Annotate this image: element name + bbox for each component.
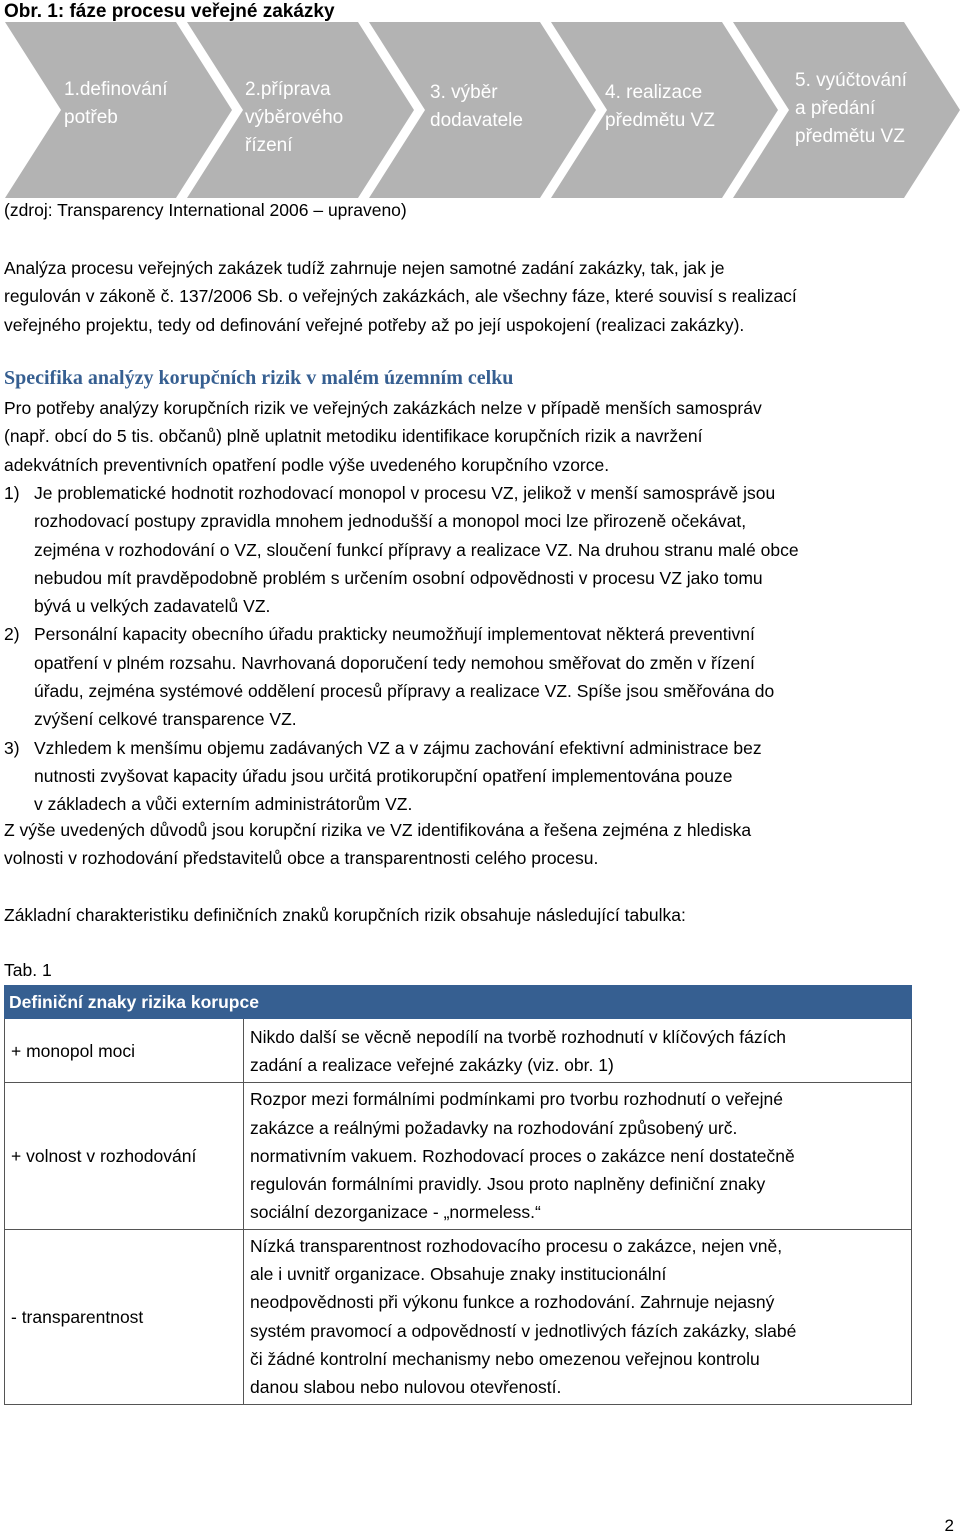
process-chevron-diagram: [0, 22, 960, 198]
chevron-1-line-1: 1.definování: [64, 79, 168, 100]
text-line: normativním vakuem. Rozhodovací proces o zakázce není dostatečně: [250, 1145, 795, 1166]
text-line: ale i uvnitř organizace. Obsahuje znaky institucionální: [250, 1264, 667, 1285]
text-line: zvýšení celkové transparence VZ.: [34, 709, 297, 730]
table-key-cell: + volnost v rozhodování: [5, 1083, 244, 1229]
table-value-cell: [244, 1229, 912, 1404]
text-line: Nikdo další se věcně nepodílí na tvorbě rozhodnutí v klíčových fázích: [250, 1026, 786, 1047]
table-row: [5, 1229, 912, 1404]
list-item: [4, 620, 956, 733]
table-header-row: [5, 986, 912, 1019]
text-line: zejména v rozhodování o VZ, sloučení funkcí přípravy a realizace VZ. Na druhou stranu malé obce: [34, 539, 799, 560]
chevron-5-line-3: předmětu VZ: [795, 126, 905, 147]
list-item-number: 3): [4, 737, 20, 758]
table-label: Tab. 1: [4, 960, 52, 980]
text-line: zadání a realizace veřejné zakázky (viz. obr. 1): [250, 1054, 614, 1075]
text-line: v základech a vůči externím administrátorům VZ.: [34, 794, 413, 815]
text-line: úřadu, zejména systémové oddělení procesů přípravy a realizace VZ. Spíše jsou směřována do: [34, 681, 775, 702]
chevron-2-line-3: řízení: [245, 135, 293, 156]
text-line: danou slabou nebo nulovou otevřeností.: [250, 1377, 562, 1398]
text-line: adekvátních preventivních opatření podle výše uvedeného korupčního vzorce.: [4, 454, 610, 475]
conclusion-paragraph: [4, 816, 954, 873]
table-header: Definiční znaky rizika korupce: [5, 986, 912, 1019]
risk-table: [4, 985, 912, 1405]
text-line: zakázce a reálnými požadavky na rozhodování způsobený urč.: [250, 1117, 738, 1138]
text-line: volnosti v rozhodování představitelů obce a transparentnosti celého procesu.: [4, 848, 599, 869]
text-line: opatření v plném rozsahu. Navrhovaná doporučení tedy nemohou směřovat do změn v řízení: [34, 652, 755, 673]
table-intro: [4, 901, 954, 929]
table-row: [5, 1083, 912, 1229]
table-row: [5, 1019, 912, 1083]
page-number: 2: [944, 1516, 954, 1535]
chevron-2-line-1: 2.příprava: [245, 79, 331, 100]
chevron-5-line-2: a předání: [795, 98, 876, 119]
text-line: veřejného projektu, tedy od definování veřejné potřeby až po její uspokojení (realizaci zakázky).: [4, 314, 745, 335]
text-line: nutnosti zvyšovat kapacity úřadu jsou určitá protikorupční opatření implementována pouze: [34, 765, 733, 786]
chevron-1-line-2: potřeb: [64, 107, 118, 128]
text-line: Nízká transparentnost rozhodovacího procesu o zakázce, nejen vně,: [250, 1235, 783, 1256]
figure-source: (zdroj: Transparency International 2006 – upraveno): [4, 200, 407, 220]
text-line: neodpovědnosti při výkonu funkce a rozhodování. Zahrnuje nejasný: [250, 1292, 775, 1313]
text-line: regulován v zákoně č. 137/2006 Sb. o veřejných zakázkách, ale všechny fáze, které souvisí s realizací: [4, 286, 797, 307]
text-line: systém pravomocí a odpovědností v jednotlivých fázích zakázky, slabé: [250, 1320, 797, 1341]
figure-title: Obr. 1: fáze procesu veřejné zakázky: [4, 1, 335, 22]
section-heading: Specifika analýzy korupčních rizik v malém územním celku: [4, 367, 514, 389]
table-key-cell: + monopol moci: [5, 1019, 244, 1083]
text-line: Základní charakteristiku definičních znaků korupčních rizik obsahuje následující tabulka:: [4, 905, 686, 925]
list-item-number: 1): [4, 483, 20, 503]
table-key-cell: - transparentnost: [5, 1229, 244, 1404]
list-item: [4, 479, 956, 620]
text-line: sociální dezorganizace - „normeless.“: [250, 1202, 541, 1223]
text-line: Pro potřeby analýzy korupčních rizik ve veřejných zakázkách nelze v případě menších samospráv: [4, 398, 762, 418]
intro-paragraph: [4, 254, 954, 339]
numbered-list: [4, 479, 956, 819]
list-item-number: 2): [4, 624, 20, 645]
text-line: Vzhledem k menšímu objemu zadávaných VZ a v zájmu zachování efektivní administrace bez: [34, 737, 762, 758]
text-line: bývá u velkých zadavatelů VZ.: [34, 596, 271, 617]
list-item: [4, 734, 956, 819]
table-value-cell: [244, 1083, 912, 1229]
text-line: Je problematické hodnotit rozhodovací monopol v procesu VZ, jelikož v menší samosprávě jsou: [34, 483, 776, 503]
chevron-3-line-1: 3. výběr: [430, 82, 498, 103]
chevron-step-1: [5, 22, 232, 198]
chevron-2-line-2: výběrového: [245, 107, 344, 128]
text-line: Rozpor mezi formálními podmínkami pro tvorbu rozhodnutí o veřejné: [250, 1089, 784, 1110]
text-line: regulován formálními pravidly. Jsou proto naplněny definiční znaky: [250, 1174, 766, 1195]
chevron-5-line-1: 5. vyúčtování: [795, 70, 907, 91]
text-line: Personální kapacity obecního úřadu prakticky neumožňují implementovat některá preventivní: [34, 624, 755, 645]
text-line: nebudou mít pravděpodobně problém s určením osobní odpovědnosti v procesu VZ jako tomu: [34, 567, 763, 588]
text-line: rozhodovací postupy zpravidla mnohem jednodušší a monopol moci lze přirozeně očekávat,: [34, 511, 747, 532]
chevron-3-line-2: dodavatele: [430, 110, 523, 131]
chevron-4-line-2: předmětu VZ: [605, 110, 715, 131]
text-line: či žádné kontrolní mechanismy nebo omezenou veřejnou kontrolu: [250, 1348, 760, 1369]
text-line: Analýza procesu veřejných zakázek tudíž zahrnuje nejen samotné zadání zakázky, tak, jak je: [4, 258, 725, 278]
section-paragraph: [4, 394, 954, 479]
table-value-cell: [244, 1019, 912, 1083]
text-line: Z výše uvedených důvodů jsou korupční rizika ve VZ identifikována a řešena zejména z hlediska: [4, 820, 752, 840]
text-line: (např. obcí do 5 tis. občanů) plně uplatnit metodiku identifikace korupčních rizik a navržení: [4, 426, 703, 447]
chevron-4-line-1: 4. realizace: [605, 82, 703, 103]
